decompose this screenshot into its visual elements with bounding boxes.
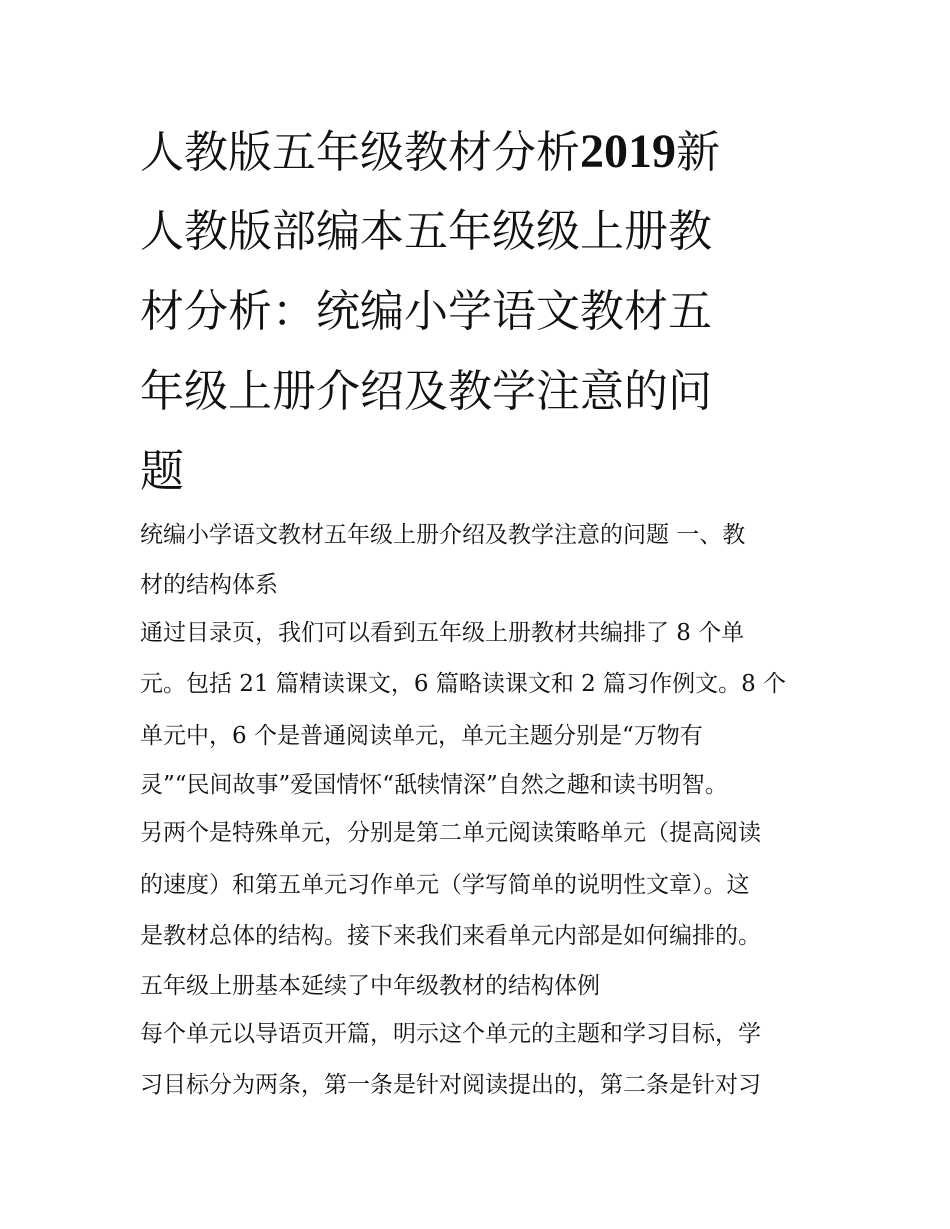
body-line: 的速度）和第五单元习作单元（学写简单的说明性文章）。这 <box>140 871 750 898</box>
body-line: 通过目录页，我们可以看到五年级上册教材共编排了 8 个单 <box>140 619 745 646</box>
title-line-5: 题 <box>140 446 184 497</box>
document-body <box>140 510 820 1112</box>
body-line: 五年级上册基本延续了中年级教材的结构体例 <box>140 972 600 999</box>
title-line-3: 材分析：统编小学语文教材五 <box>140 286 712 337</box>
title-line-1: 人教版五年级教材分析2019新 <box>140 125 720 178</box>
body-line: 元。包括 21 篇精读课文，6 篇略读课文和 2 篇习作例文。8 个 <box>140 671 787 697</box>
body-line: 单元中，6 个是普通阅读单元，单元主题分别是“万物有 <box>140 722 703 749</box>
body-line: 习目标分为两条，第一条是针对阅读提出的，第二条是针对习 <box>140 1072 761 1098</box>
body-line: 统编小学语文教材五年级上册介绍及教学注意的问题 一、教 <box>140 522 746 548</box>
document-title <box>140 112 820 512</box>
body-line: 每个单元以导语页开篇，明示这个单元的主题和学习目标，学 <box>140 1020 761 1047</box>
body-line: 灵”“民间故事”爱国情怀“舐犊情深”自然之趣和读书明智。 <box>140 772 728 798</box>
title-line-4: 年级上册介绍及教学注意的问 <box>140 366 712 417</box>
body-line: 材的结构体系 <box>140 571 278 598</box>
title-year: 2019 <box>580 125 676 178</box>
body-line: 另两个是特殊单元，分别是第二单元阅读策略单元（提高阅读 <box>140 820 761 846</box>
title-line-2: 人教版部编本五年级级上册教 <box>140 206 712 257</box>
body-line: 是教材总体的结构。接下来我们来看单元内部是如何编排的。 <box>140 923 761 949</box>
